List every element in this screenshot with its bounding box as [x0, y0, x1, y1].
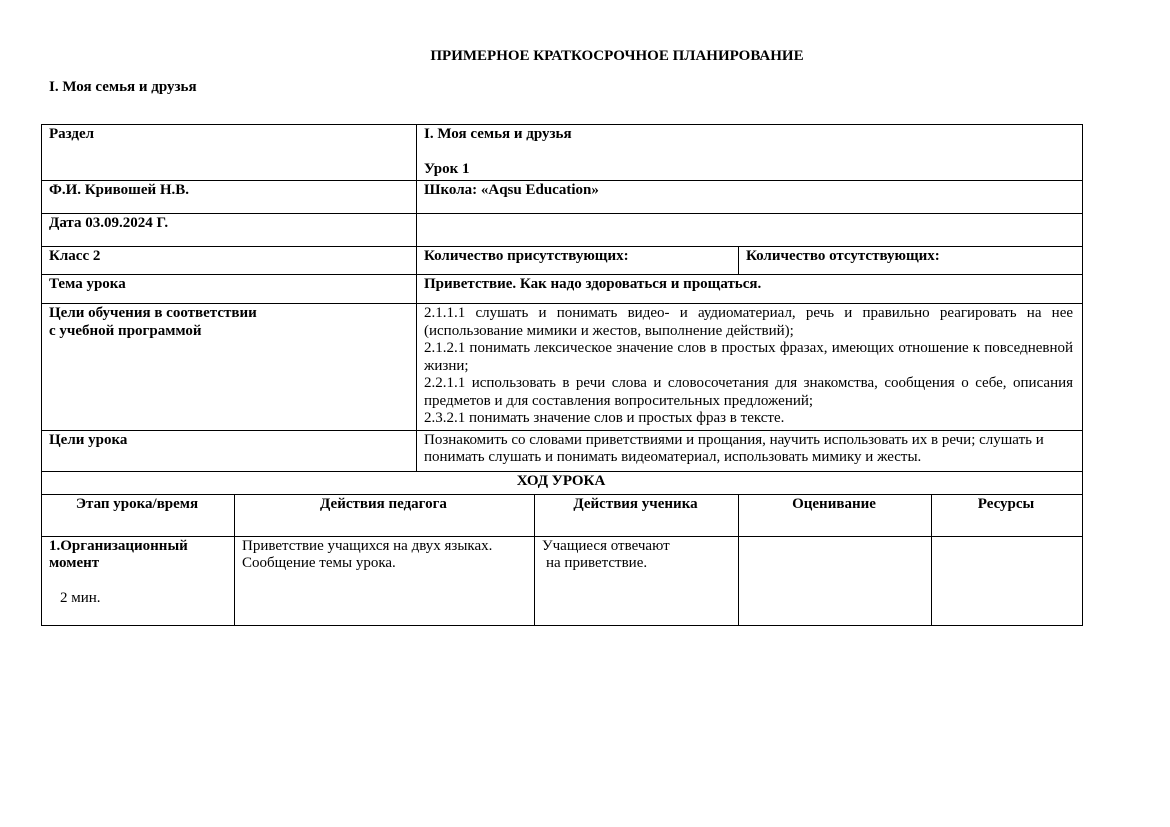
lesson-plan-table — [41, 124, 1083, 626]
column-header: Действия педагога — [235, 494, 535, 536]
teacher-actions-cell — [235, 536, 535, 625]
column-header: Ресурсы — [932, 494, 1083, 536]
objective-item: 2.3.2.1 понимать значение слов и простых фраз в тексте. — [424, 410, 785, 426]
student-actions-cell — [535, 536, 739, 625]
topic-value: Приветствие. Как надо здороваться и прощаться. — [424, 276, 762, 292]
objectives-label: Цели обучения в соответствии — [49, 305, 257, 321]
lesson-goals-cell — [417, 430, 1083, 471]
progress-heading-cell — [42, 471, 1083, 494]
teacher-cell — [42, 181, 417, 214]
stage-cell — [42, 536, 235, 625]
section-value-cell — [417, 125, 1083, 181]
assessment-cell — [739, 536, 932, 625]
column-header: Этап урока/время — [42, 494, 235, 536]
objective-item: 2.1.1.1 слушать и понимать видео- и аудиоматериал, речь и правильно реагировать на нее (использование мимики и жестов, выполнение действий); — [424, 305, 1074, 339]
topic-label: Тема урока — [49, 276, 126, 292]
objective-item: 2.1.2.1 понимать лексическое значение слов в простых фразах, имеющих отношение к повседневной жизни; — [424, 340, 1074, 374]
stage-time: 2 мин. — [60, 589, 101, 606]
school-name: Школа: «Aqsu Education» — [424, 182, 599, 198]
table-row — [42, 471, 1083, 494]
objectives-cell — [417, 304, 1083, 431]
lesson-number: Урок 1 — [424, 160, 470, 177]
teacher-action: Приветствие учащихся на двух языках. — [242, 537, 493, 554]
stage-name: 1.Организационный — [49, 537, 188, 554]
table-row — [42, 536, 1083, 625]
absent-count-label: Количество отсутствующих: — [746, 248, 940, 264]
absent-cell — [739, 247, 1083, 275]
table-row — [42, 181, 1083, 214]
section-subtitle: I. Моя семья и друзья — [49, 79, 197, 95]
table-row — [42, 125, 1083, 181]
lesson-goals-value: Познакомить со словами приветствиями и прощания, научить использовать их в речи; слушать и понимать слушать и понимать видеоматериал, использовать мимику и жесты. — [424, 431, 1044, 465]
student-action: Учащиеся отвечают — [542, 537, 670, 554]
page-title: ПРИМЕРНОЕ КРАТКОСРОЧНОЕ ПЛАНИРОВАНИЕ — [430, 48, 804, 64]
class-label: Класс 2 — [49, 248, 101, 264]
table-header-row — [42, 494, 1083, 536]
section-label: Раздел — [49, 126, 95, 142]
objectives-label-cell — [42, 304, 417, 431]
lesson-goals-label: Цели урока — [49, 431, 128, 448]
stage-name: момент — [49, 555, 100, 571]
table-row — [42, 214, 1083, 247]
date-cell — [42, 214, 417, 247]
topic-value-cell — [417, 275, 1083, 304]
section-value: I. Моя семья и друзья — [424, 126, 572, 142]
column-header: Оценивание — [739, 494, 932, 536]
progress-heading: ХОД УРОКА — [516, 472, 606, 489]
objective-item: 2.2.1.1 использовать в речи слова и словосочетания для знакомства, сообщения о себе, описания предметов и для составления вопросительных предложений; — [424, 375, 1074, 409]
empty-cell — [417, 214, 1083, 247]
student-action: на приветствие. — [546, 555, 648, 571]
objectives-label: с учебной программой — [49, 322, 202, 339]
column-header: Действия ученика — [535, 494, 739, 536]
resources-cell — [932, 536, 1083, 625]
class-cell — [42, 247, 417, 275]
teacher-action: Сообщение темы урока. — [242, 555, 396, 571]
table-row — [42, 275, 1083, 304]
teacher-name: Ф.И. Кривошей Н.В. — [49, 182, 190, 198]
school-cell — [417, 181, 1083, 214]
table-row — [42, 430, 1083, 471]
lesson-goals-label-cell — [42, 430, 417, 471]
topic-label-cell — [42, 275, 417, 304]
present-cell — [417, 247, 739, 275]
present-count-label: Количество присутствующих: — [424, 248, 629, 264]
table-row — [42, 304, 1083, 431]
table-row — [42, 247, 1083, 275]
lesson-date: Дата 03.09.2024 Г. — [49, 215, 169, 231]
section-label-cell — [42, 125, 417, 181]
